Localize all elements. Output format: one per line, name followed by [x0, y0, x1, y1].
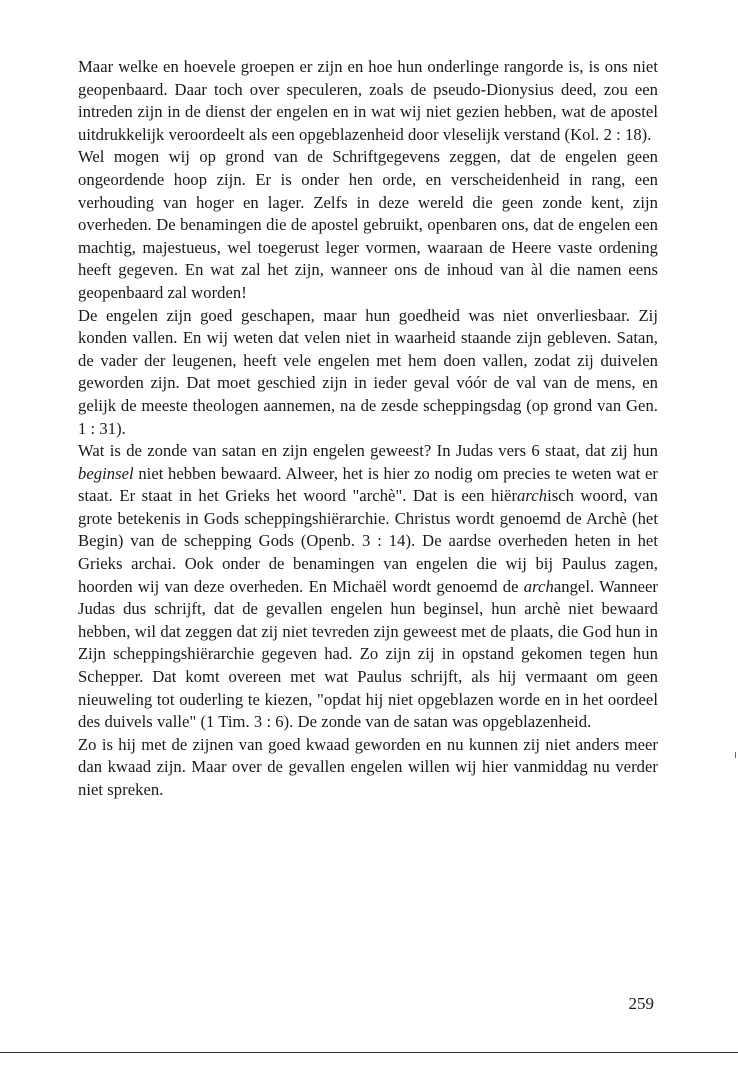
paragraph — [78, 146, 658, 304]
paragraph — [78, 305, 658, 441]
bottom-rule — [0, 1052, 738, 1053]
text-column — [78, 56, 658, 802]
text-run: Zo is hij met de zijnen van goed kwaad geworden en nu kunnen zij niet anders meer dan kwaad zijn. Maar over de gevallen engelen willen wij hier vanmiddag nu verder niet spreken. — [78, 734, 658, 799]
text-run: Maar welke en hoevele groepen er zijn en hoe hun onderlinge rangorde is, is ons niet geopenbaard. Daar toch over speculeren, zoals de pseudo-Dionysius deed, zou een intreden zijn in de dienst der engelen en in wat wij niet gezien hebben, wat de apostel uitdrukkelijk veroordeelt als een opgeblazenheid door vleselijk verstand (Kol. 2 : 18). — [78, 57, 658, 144]
margin-mark — [735, 752, 736, 758]
text-run: niet hebben bewaard. Alweer, het is hier zo nodig om precies te weten wat er staat. Er staat in het Grieks het woord "archè". Dat is een hiër — [78, 463, 658, 506]
text-run: isch woord, van grote betekenis in Gods scheppingshiërarchie. Christus wordt genoemd de Archè (het Begin) van de schepping Gods (Openb. 3 : 14). De aardse overheden heten in het Grieks archai. Ook onder de benamingen van engelen die wij bij Paulus zagen, hoorden wij van deze overheden. En Michaël wordt genoemd de — [78, 486, 658, 596]
page-number: 259 — [628, 994, 654, 1013]
italic-text: arch — [523, 576, 554, 596]
italic-text: beginsel — [78, 463, 134, 483]
text-run: Wel mogen wij op grond van de Schriftgegevens zeggen, dat de engelen geen ongeordende hoop zijn. Er is onder hen orde, en verscheidenheid in rang, een verhouding van hoger en lager. Zelfs in deze wereld die geen zonde kent, zijn overheden. De benamingen die de apostel gebruikt, openbaren ons, dat de engelen een machtig, majestueus, wel toegerust leger vormen, waaraan de Heere vaste ordening heeft gegeven. En wat zal het zijn, wanneer ons de inhoud van àl die namen eens geopenbaard zal worden! — [78, 147, 658, 302]
italic-text: arch — [517, 486, 548, 506]
paragraph — [78, 440, 658, 734]
text-run: angel. Wanneer Judas dus schrijft, dat de gevallen engelen hun beginsel, hun archè niet bewaard hebben, wil dat zeggen dat zij niet tevreden zijn geweest met de plaats, die God hun in Zijn scheppingshiërarchie gegeven had. Zo zijn zij in opstand gekomen tegen hun Schepper. Dat komt overeen met wat Paulus schrijft, als hij vermaant om geen nieuweling tot ouderling te kiezen, "opdat hij niet opgeblazen worde en in het oordeel des duivels valle" (1 Tim. 3 : 6). De zonde van de satan was opgeblazenheid. — [78, 576, 659, 732]
paragraph — [78, 734, 658, 802]
page-body — [78, 56, 658, 802]
paragraph — [78, 56, 658, 146]
text-run: De engelen zijn goed geschapen, maar hun goedheid was niet onverliesbaar. Zij konden vallen. En wij weten dat velen niet in waarheid staande zijn gebleven. Satan, de vader der leugenen, heeft vele engelen met hem doen vallen, zodat zij duivelen geworden zijn. Dat moet geschied zijn in ieder geval vóór de val van de mens, en gelijk de meeste theologen aannemen, na de zesde scheppingsdag (op grond van Gen. 1 : 31). — [78, 305, 658, 438]
text-run: Wat is de zonde van satan en zijn engelen geweest? In Judas vers 6 staat, dat zij hun — [78, 441, 658, 461]
